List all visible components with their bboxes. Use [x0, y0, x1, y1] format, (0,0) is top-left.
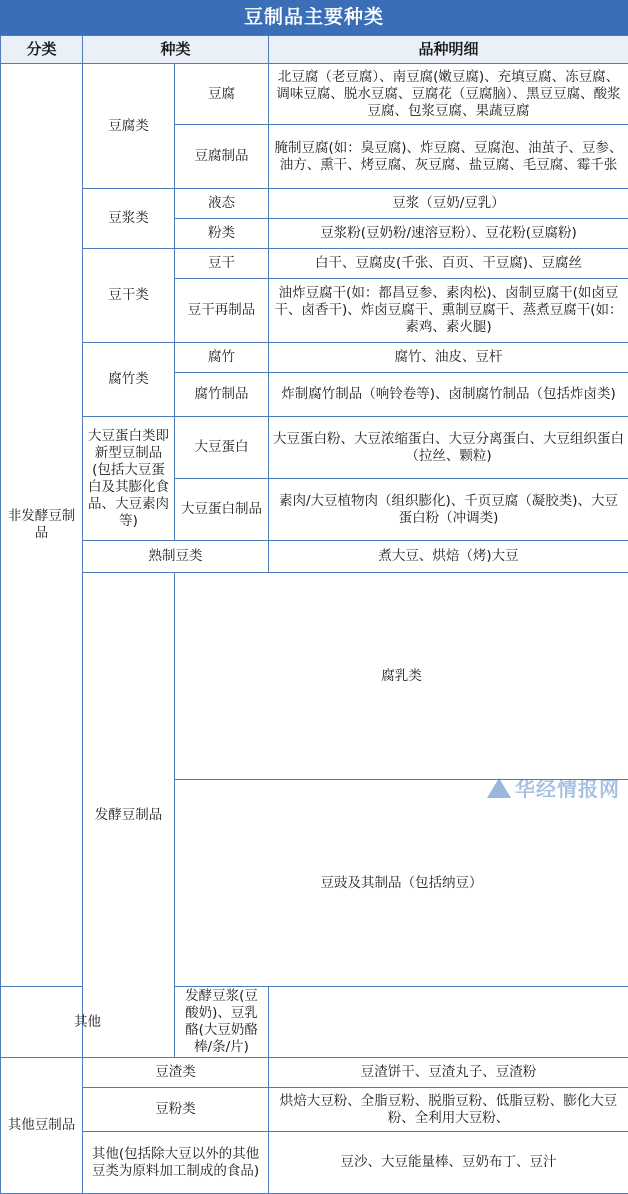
type-fuzhu-products: 腐竹制品	[175, 373, 269, 417]
detail-other-beans: 豆沙、大豆能量棒、豆奶布丁、豆汁	[269, 1132, 628, 1194]
header-detail: 品种明细	[269, 36, 628, 64]
type-douchi: 豆豉及其制品（包括纳豆）	[175, 780, 628, 987]
type-dougan: 豆干	[175, 249, 269, 279]
type-doufu-products: 豆腐制品	[175, 125, 269, 189]
type-other-beans: 其他(包括除大豆以外的其他豆类为原料加工制成的食品)	[83, 1132, 269, 1194]
detail-doufu-products: 腌制豆腐(如：臭豆腐)、炸豆腐、豆腐泡、油茧子、豆参、油方、熏干、烤豆腐、灰豆腐、盐豆腐、毛豆腐、霉千张	[269, 125, 628, 189]
detail-dougan: 白干、豆腐皮(千张、百页、干豆腐)、豆腐丝	[269, 249, 628, 279]
group-soy-protein: 大豆蛋白类即新型豆制品(包括大豆蛋白及其膨化食品、大豆素肉等)	[83, 417, 175, 541]
header-type: 种类	[83, 36, 269, 64]
type-furu: 腐乳类	[175, 573, 628, 780]
header-category: 分类	[1, 36, 83, 64]
type-douzha: 豆渣类	[83, 1058, 269, 1088]
group-doujiang: 豆浆类	[83, 189, 175, 249]
detail-fuzhu-products: 炸制腐竹制品（响铃卷等)、卤制腐竹制品（包括炸卤类)	[269, 373, 628, 417]
detail-doufen: 烘焙大豆粉、全脂豆粉、脱脂豆粉、低脂豆粉、膨化大豆粉、全利用大豆粉、	[269, 1088, 628, 1132]
detail-soy-protein: 大豆蛋白粉、大豆浓缩蛋白、大豆分离蛋白、大豆组织蛋白（拉丝、颗粒)	[269, 417, 628, 479]
detail-douzha: 豆渣饼干、豆渣丸子、豆渣粉	[269, 1058, 628, 1088]
detail-fermented-other: 发酵豆浆(豆酸奶)、豆乳酪(大豆奶酪棒/条/片)	[175, 987, 269, 1058]
table-title: 豆制品主要种类	[0, 0, 628, 35]
type-fermented-other: 其他	[1, 987, 175, 1058]
type-doufu: 豆腐	[175, 64, 269, 125]
type-soy-protein-products: 大豆蛋白制品	[175, 479, 269, 541]
type-dougan-reprocessed: 豆干再制品	[175, 279, 269, 343]
type-liquid: 液态	[175, 189, 269, 219]
group-doufu: 豆腐类	[83, 64, 175, 189]
detail-cooked-beans: 煮大豆、烘焙（烤)大豆	[269, 541, 628, 573]
type-soy-protein: 大豆蛋白	[175, 417, 269, 479]
product-table	[0, 35, 628, 1194]
type-cooked-beans: 熟制豆类	[83, 541, 269, 573]
detail-soy-protein-products: 素肉/大豆植物肉（组织膨化)、千页豆腐（凝胶类)、大豆蛋白粉（冲调类)	[269, 479, 628, 541]
detail-dougan-reprocessed: 油炸豆腐干(如：都昌豆参、素肉松)、卤制豆腐干(如卤豆干、卤香干)、炸卤豆腐干、熏制豆腐干、蒸煮豆腐干(如：素鸡、素火腿)	[269, 279, 628, 343]
category-other: 其他豆制品	[1, 1058, 83, 1194]
group-fuzhu: 腐竹类	[83, 343, 175, 417]
watermark-text: 华经情报网	[515, 773, 620, 802]
type-doufen: 豆粉类	[83, 1088, 269, 1132]
detail-liquid: 豆浆（豆奶/豆乳）	[269, 189, 628, 219]
type-powder: 粉类	[175, 219, 269, 249]
detail-doufu: 北豆腐（老豆腐）、南豆腐(嫩豆腐)、充填豆腐、冻豆腐、调味豆腐、脱水豆腐、豆腐花（豆腐脑）、黑豆豆腐、酸浆豆腐、包浆豆腐、果蔬豆腐	[269, 64, 628, 125]
category-fermented: 发酵豆制品	[83, 573, 175, 1058]
type-fuzhu: 腐竹	[175, 343, 269, 373]
group-dougan: 豆干类	[83, 249, 175, 343]
detail-fuzhu: 腐竹、油皮、豆杆	[269, 343, 628, 373]
detail-powder: 豆浆粉(豆奶粉/速溶豆粉）、豆花粉(豆腐粉)	[269, 219, 628, 249]
category-nonfermented: 非发酵豆制品	[1, 64, 83, 987]
